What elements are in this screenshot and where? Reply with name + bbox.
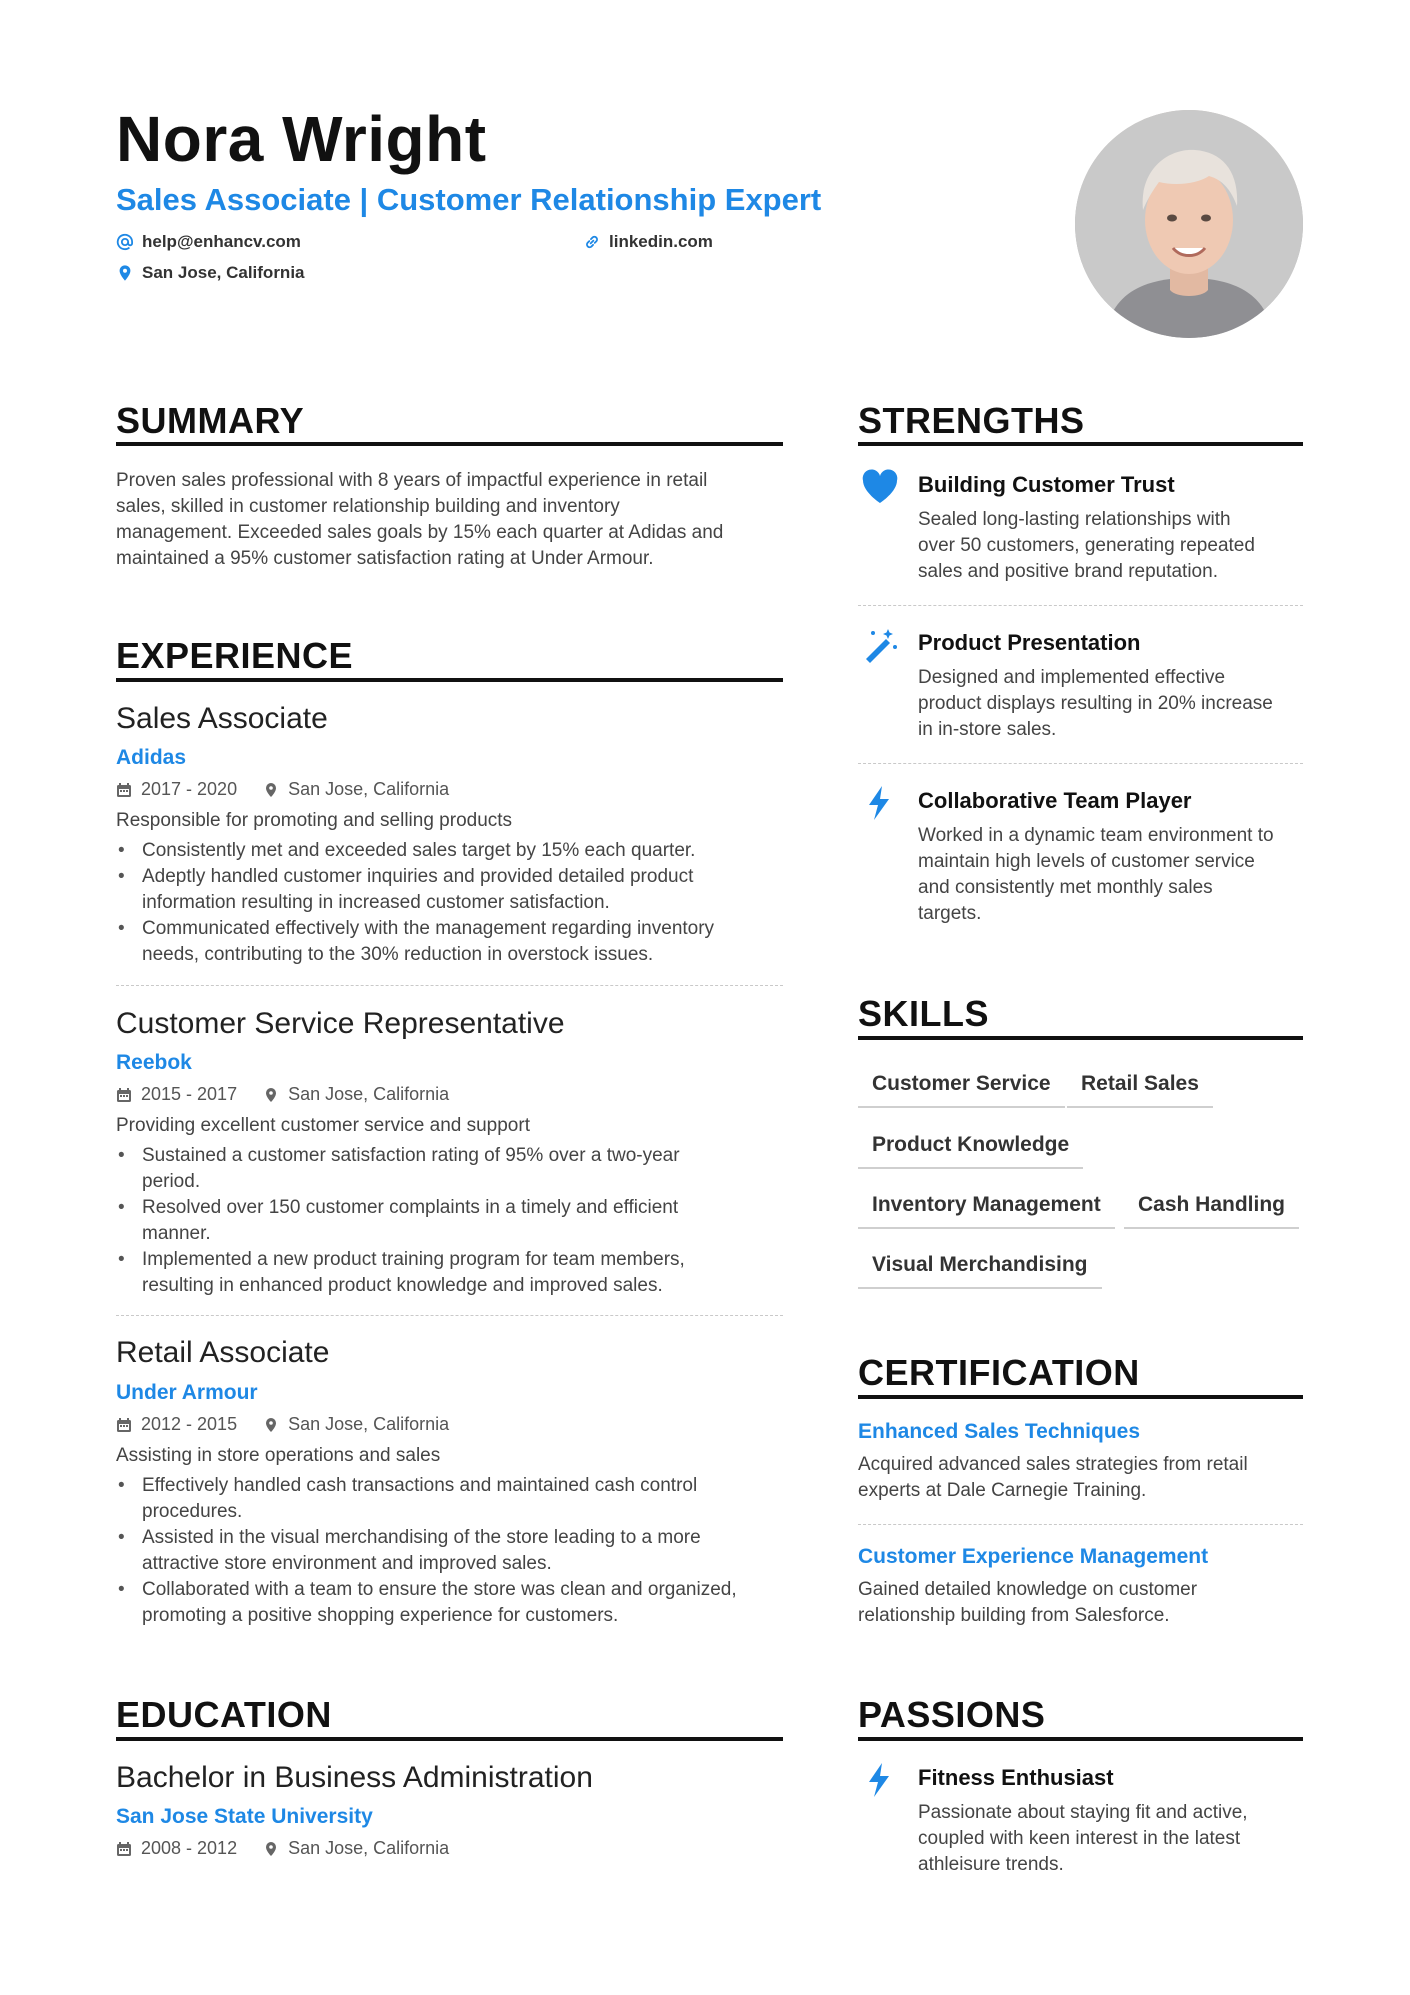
bullet-item: • Collaborated with a team to ensure the store was clean and organized, promoting a positive shopping experience for customers. <box>116 1577 806 1629</box>
degree-title: Bachelor in Business Administration <box>116 1761 593 1794</box>
job-description: Assisting in store operations and sales <box>116 1445 441 1466</box>
candidate-title: Sales Associate | Customer Relationship Expert <box>116 182 822 217</box>
bullet-item: • Effectively handled cash transactions and maintained cash control procedures. <box>116 1473 806 1525</box>
job-title: Sales Associate <box>116 702 328 735</box>
job-meta <box>116 1414 449 1435</box>
calendar-icon <box>116 782 132 798</box>
job-meta <box>116 779 449 800</box>
summary-line: management. Exceeded sales goals by 15% each quarter at Adidas and <box>116 522 724 543</box>
job-dates: 2012 - 2015 <box>141 1414 238 1434</box>
location-contact <box>116 263 305 283</box>
location-pin-icon <box>263 1417 279 1433</box>
job-location: San Jose, California <box>288 779 450 799</box>
summary-text <box>116 468 796 572</box>
divider <box>858 763 1303 764</box>
bullet-item: • Consistently met and exceeded sales target by 15% each quarter. <box>116 838 806 864</box>
strength-description: Worked in a dynamic team environment to maintain high levels of customer service and consistently met monthly sales targets. <box>918 825 1274 924</box>
strength-title: Collaborative Team Player <box>918 788 1192 813</box>
calendar-icon <box>116 1417 132 1433</box>
linkedin-contact[interactable] <box>583 232 713 252</box>
calendar-icon <box>116 1841 132 1857</box>
experience-rule <box>116 678 783 682</box>
job-dates: 2017 - 2020 <box>141 779 238 799</box>
lightning-icon <box>860 783 900 823</box>
job-dates: 2015 - 2017 <box>141 1084 238 1104</box>
education-meta <box>116 1838 449 1859</box>
school-name: San Jose State University <box>116 1805 373 1828</box>
bullet-item: • Sustained a customer satisfaction rating of 95% over a two-year period. <box>116 1143 806 1195</box>
lightning-icon <box>860 1760 900 1800</box>
job-description: Providing excellent customer service and support <box>116 1115 530 1136</box>
calendar-icon <box>116 1087 132 1103</box>
linkedin-text: linkedin.com <box>609 232 713 251</box>
email-text: help@enhancv.com <box>142 232 301 251</box>
skill-tag: Customer Service <box>858 1072 1065 1108</box>
strength-title: Building Customer Trust <box>918 472 1175 497</box>
summary-line: Proven sales professional with 8 years of impactful experience in retail <box>116 470 708 491</box>
company-name: Under Armour <box>116 1381 258 1404</box>
certification-description: Gained detailed knowledge on customer relationship building from Salesforce. <box>858 1579 1198 1626</box>
strengths-rule <box>858 442 1303 446</box>
certification-title: Customer Experience Management <box>858 1545 1209 1568</box>
divider <box>116 985 783 986</box>
passions-heading: PASSIONS <box>858 1694 1046 1735</box>
bullet-item: • Resolved over 150 customer complaints in a timely and efficient manner. <box>116 1195 806 1247</box>
skill-tag: Product Knowledge <box>858 1133 1083 1169</box>
location-pin-icon <box>263 1841 279 1857</box>
divider <box>116 1315 783 1316</box>
divider <box>858 1524 1303 1525</box>
magic-wand-icon <box>860 625 900 665</box>
strength-description: Designed and implemented effective product displays resulting in 20% increase in in-store sales. <box>918 667 1273 740</box>
education-rule <box>116 1737 783 1741</box>
certification-rule <box>858 1395 1303 1399</box>
job-bullets <box>116 838 806 968</box>
job-title: Customer Service Representative <box>116 1007 565 1040</box>
summary-line: sales, skilled in customer relationship building and inventory <box>116 496 620 517</box>
bullet-item: • Assisted in the visual merchandising of the store leading to a more attractive store environment and improved sales. <box>116 1525 806 1577</box>
certification-description: Acquired advanced sales strategies from retail experts at Dale Carnegie Training. <box>858 1454 1248 1501</box>
summary-line: maintained a 95% customer satisfaction rating at Under Armour. <box>116 548 654 569</box>
job-description: Responsible for promoting and selling products <box>116 810 513 831</box>
education-dates: 2008 - 2012 <box>141 1838 238 1858</box>
job-bullets <box>116 1473 806 1629</box>
heart-icon <box>860 467 900 507</box>
bullet-item: • Implemented a new product training program for team members, resulting in enhanced product knowledge and improved sales. <box>116 1247 806 1299</box>
passions-rule <box>858 1737 1303 1741</box>
summary-heading: SUMMARY <box>116 400 305 441</box>
at-icon <box>116 233 134 251</box>
bullet-item: • Adeptly handled customer inquiries and provided detailed product information resulting in increased customer satisfaction. <box>116 864 806 916</box>
strength-title: Product Presentation <box>918 630 1141 655</box>
candidate-name: Nora Wright <box>116 103 487 175</box>
company-name: Reebok <box>116 1051 192 1074</box>
divider <box>858 605 1303 606</box>
strengths-heading: STRENGTHS <box>858 400 1085 441</box>
link-icon <box>583 233 601 251</box>
job-location: San Jose, California <box>288 1414 450 1434</box>
education-heading: EDUCATION <box>116 1694 332 1735</box>
location-pin-icon <box>263 782 279 798</box>
certification-heading: CERTIFICATION <box>858 1352 1140 1393</box>
job-title: Retail Associate <box>116 1336 330 1369</box>
email-contact[interactable] <box>116 232 301 252</box>
portrait-illustration <box>1075 110 1303 338</box>
job-meta <box>116 1084 449 1105</box>
summary-rule <box>116 442 783 446</box>
skill-tag: Inventory Management <box>858 1193 1115 1229</box>
job-location: San Jose, California <box>288 1084 450 1104</box>
location-pin-icon <box>263 1087 279 1103</box>
bullet-item: • Communicated effectively with the management regarding inventory needs, contributing to the 30% reduction in overstock issues. <box>116 916 806 968</box>
company-name: Adidas <box>116 746 187 769</box>
job-bullets <box>116 1143 806 1299</box>
skill-tag: Retail Sales <box>1067 1072 1213 1108</box>
strength-description: Sealed long-lasting relationships with over 50 customers, generating repeated sales and positive brand reputation. <box>918 509 1255 582</box>
skills-rule <box>858 1036 1303 1040</box>
location-text: San Jose, California <box>142 263 305 282</box>
profile-photo <box>1075 110 1303 338</box>
passion-title: Fitness Enthusiast <box>918 1765 1114 1790</box>
experience-heading: EXPERIENCE <box>116 635 354 676</box>
education-location: San Jose, California <box>288 1838 450 1858</box>
skill-tag: Visual Merchandising <box>858 1253 1102 1289</box>
skill-tag: Cash Handling <box>1124 1193 1299 1229</box>
location-pin-icon <box>116 264 134 282</box>
passion-description: Passionate about staying fit and active, coupled with keen interest in the latest athleisure trends. <box>918 1802 1248 1875</box>
skills-heading: SKILLS <box>858 993 990 1034</box>
certification-title: Enhanced Sales Techniques <box>858 1420 1141 1443</box>
